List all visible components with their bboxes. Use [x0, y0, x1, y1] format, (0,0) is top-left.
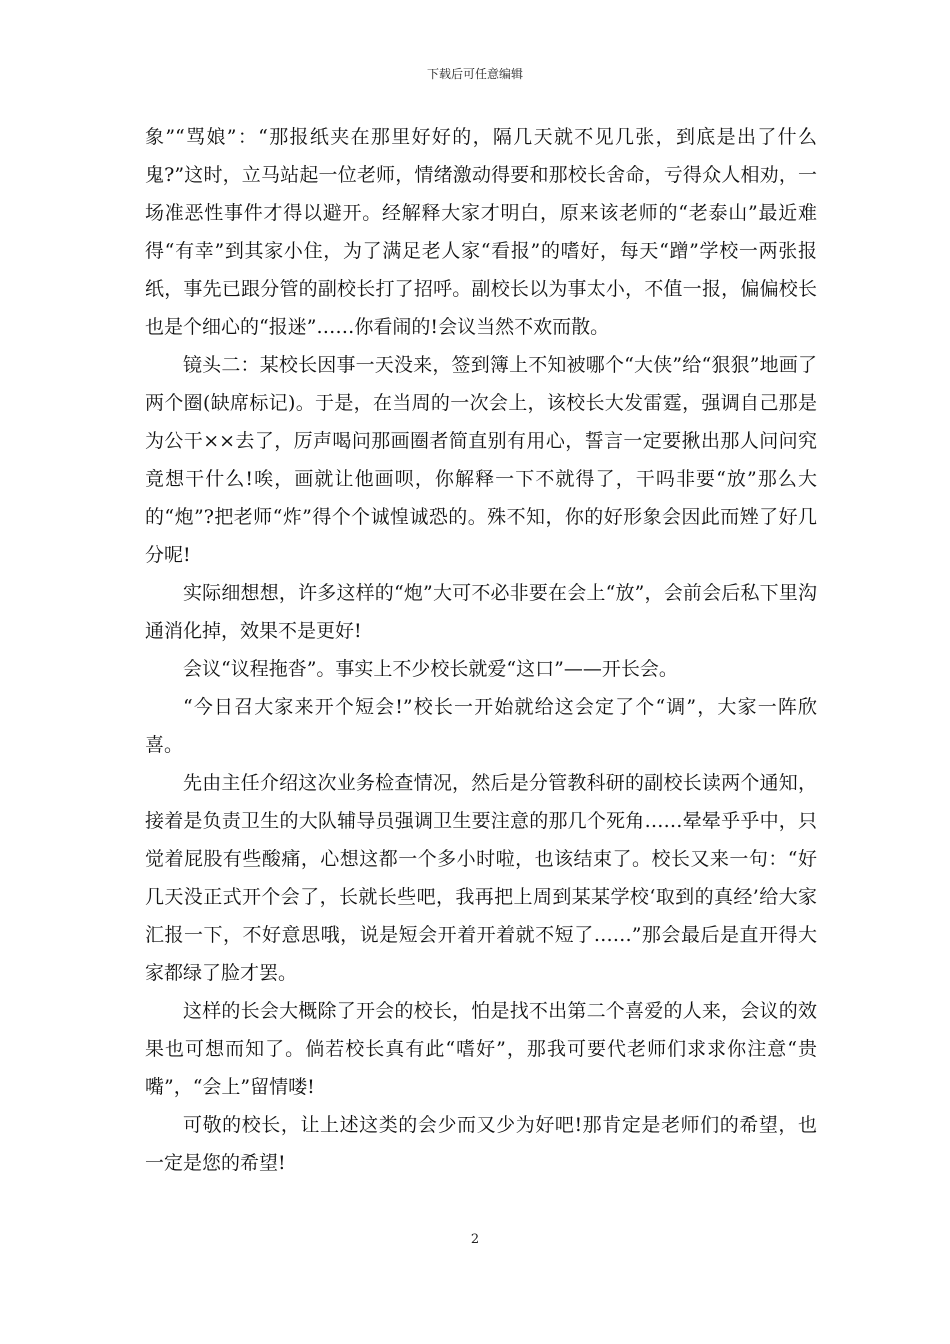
page-number: 2	[470, 1232, 480, 1247]
page-header: 下载后可任意编辑	[426, 67, 523, 81]
paragraph: “今日召大家来开个短会!”校长一开始就给这会定了个“调”，大家一阵欣喜。	[145, 696, 817, 756]
paragraph-continuation: 象”“骂娘”：“那报纸夹在那里好好的，隔几天就不见几张，到底是出了什么鬼?”这时，立马站起一位老师，情绪激动得要和那校长舍命，亏得众人相劝，一场准恶性事件才得以避开。经解释大家才明白，原来该老师的“老泰山”最近难得“有幸”到其家小住，为了满足老人家“看报”的嗜好，每天“蹭”学校一两张报纸，事先已跟分管的副校长打了招呼。副校长以为事太小，不值一报，偏偏校长也是个细心的“报迷”……你看闹的!会议当然不欢而散。	[145, 126, 817, 338]
paragraph: 这样的长会大概除了开会的校长，怕是找不出第二个喜爱的人来，会议的效果也可想而知了。倘若校长真有此“嗜好”，那我可要代老师们求求你注意“贵嘴”，“会上”留情喽!	[145, 1000, 817, 1098]
paragraph: 会议“议程拖沓”。事实上不少校长就爱“这口”——开长会。	[183, 658, 678, 680]
paragraph: 镜头二：某校长因事一天没来，签到簿上不知被哪个“大侠”给“狠狠”地画了两个圈(缺席标记)。于是，在当周的一次会上，该校长大发雷霆，强调自己那是为公干××去了，厉声喝问那画圈者简直别有用心，誓言一定要揪出那人问问究竟想干什么!唉，画就让他画呗，你解释一下不就得了，干吗非要“放”那么大的“炮”?把老师“炸”得个个诚惶诚恐的。殊不知，你的好形象会因此而矬了好几分呢!	[145, 354, 817, 566]
paragraph: 可敬的校长，让上述这类的会少而又少为好吧!那肯定是老师们的希望，也一定是您的希望!	[145, 1114, 817, 1174]
document-body	[145, 118, 817, 1182]
paragraph: 先由主任介绍这次业务检查情况，然后是分管教科研的副校长读两个通知，接着是负责卫生的大队辅导员强调卫生要注意的那几个死角……晕晕乎乎中，只觉着屁股有些酸痛，心想这都一个多小时啦，也该结束了。校长又来一句：“好几天没正式开个会了，长就长些吧，我再把上周到某某学校‘取到的真经’给大家汇报一下，不好意思哦，说是短会开着开着就不短了……”那会最后是直开得大家都绿了脸才罢。	[145, 772, 817, 984]
paragraph: 实际细想想，许多这样的“炮”大可不必非要在会上“放”，会前会后私下里沟通消化掉，效果不是更好!	[145, 582, 817, 642]
